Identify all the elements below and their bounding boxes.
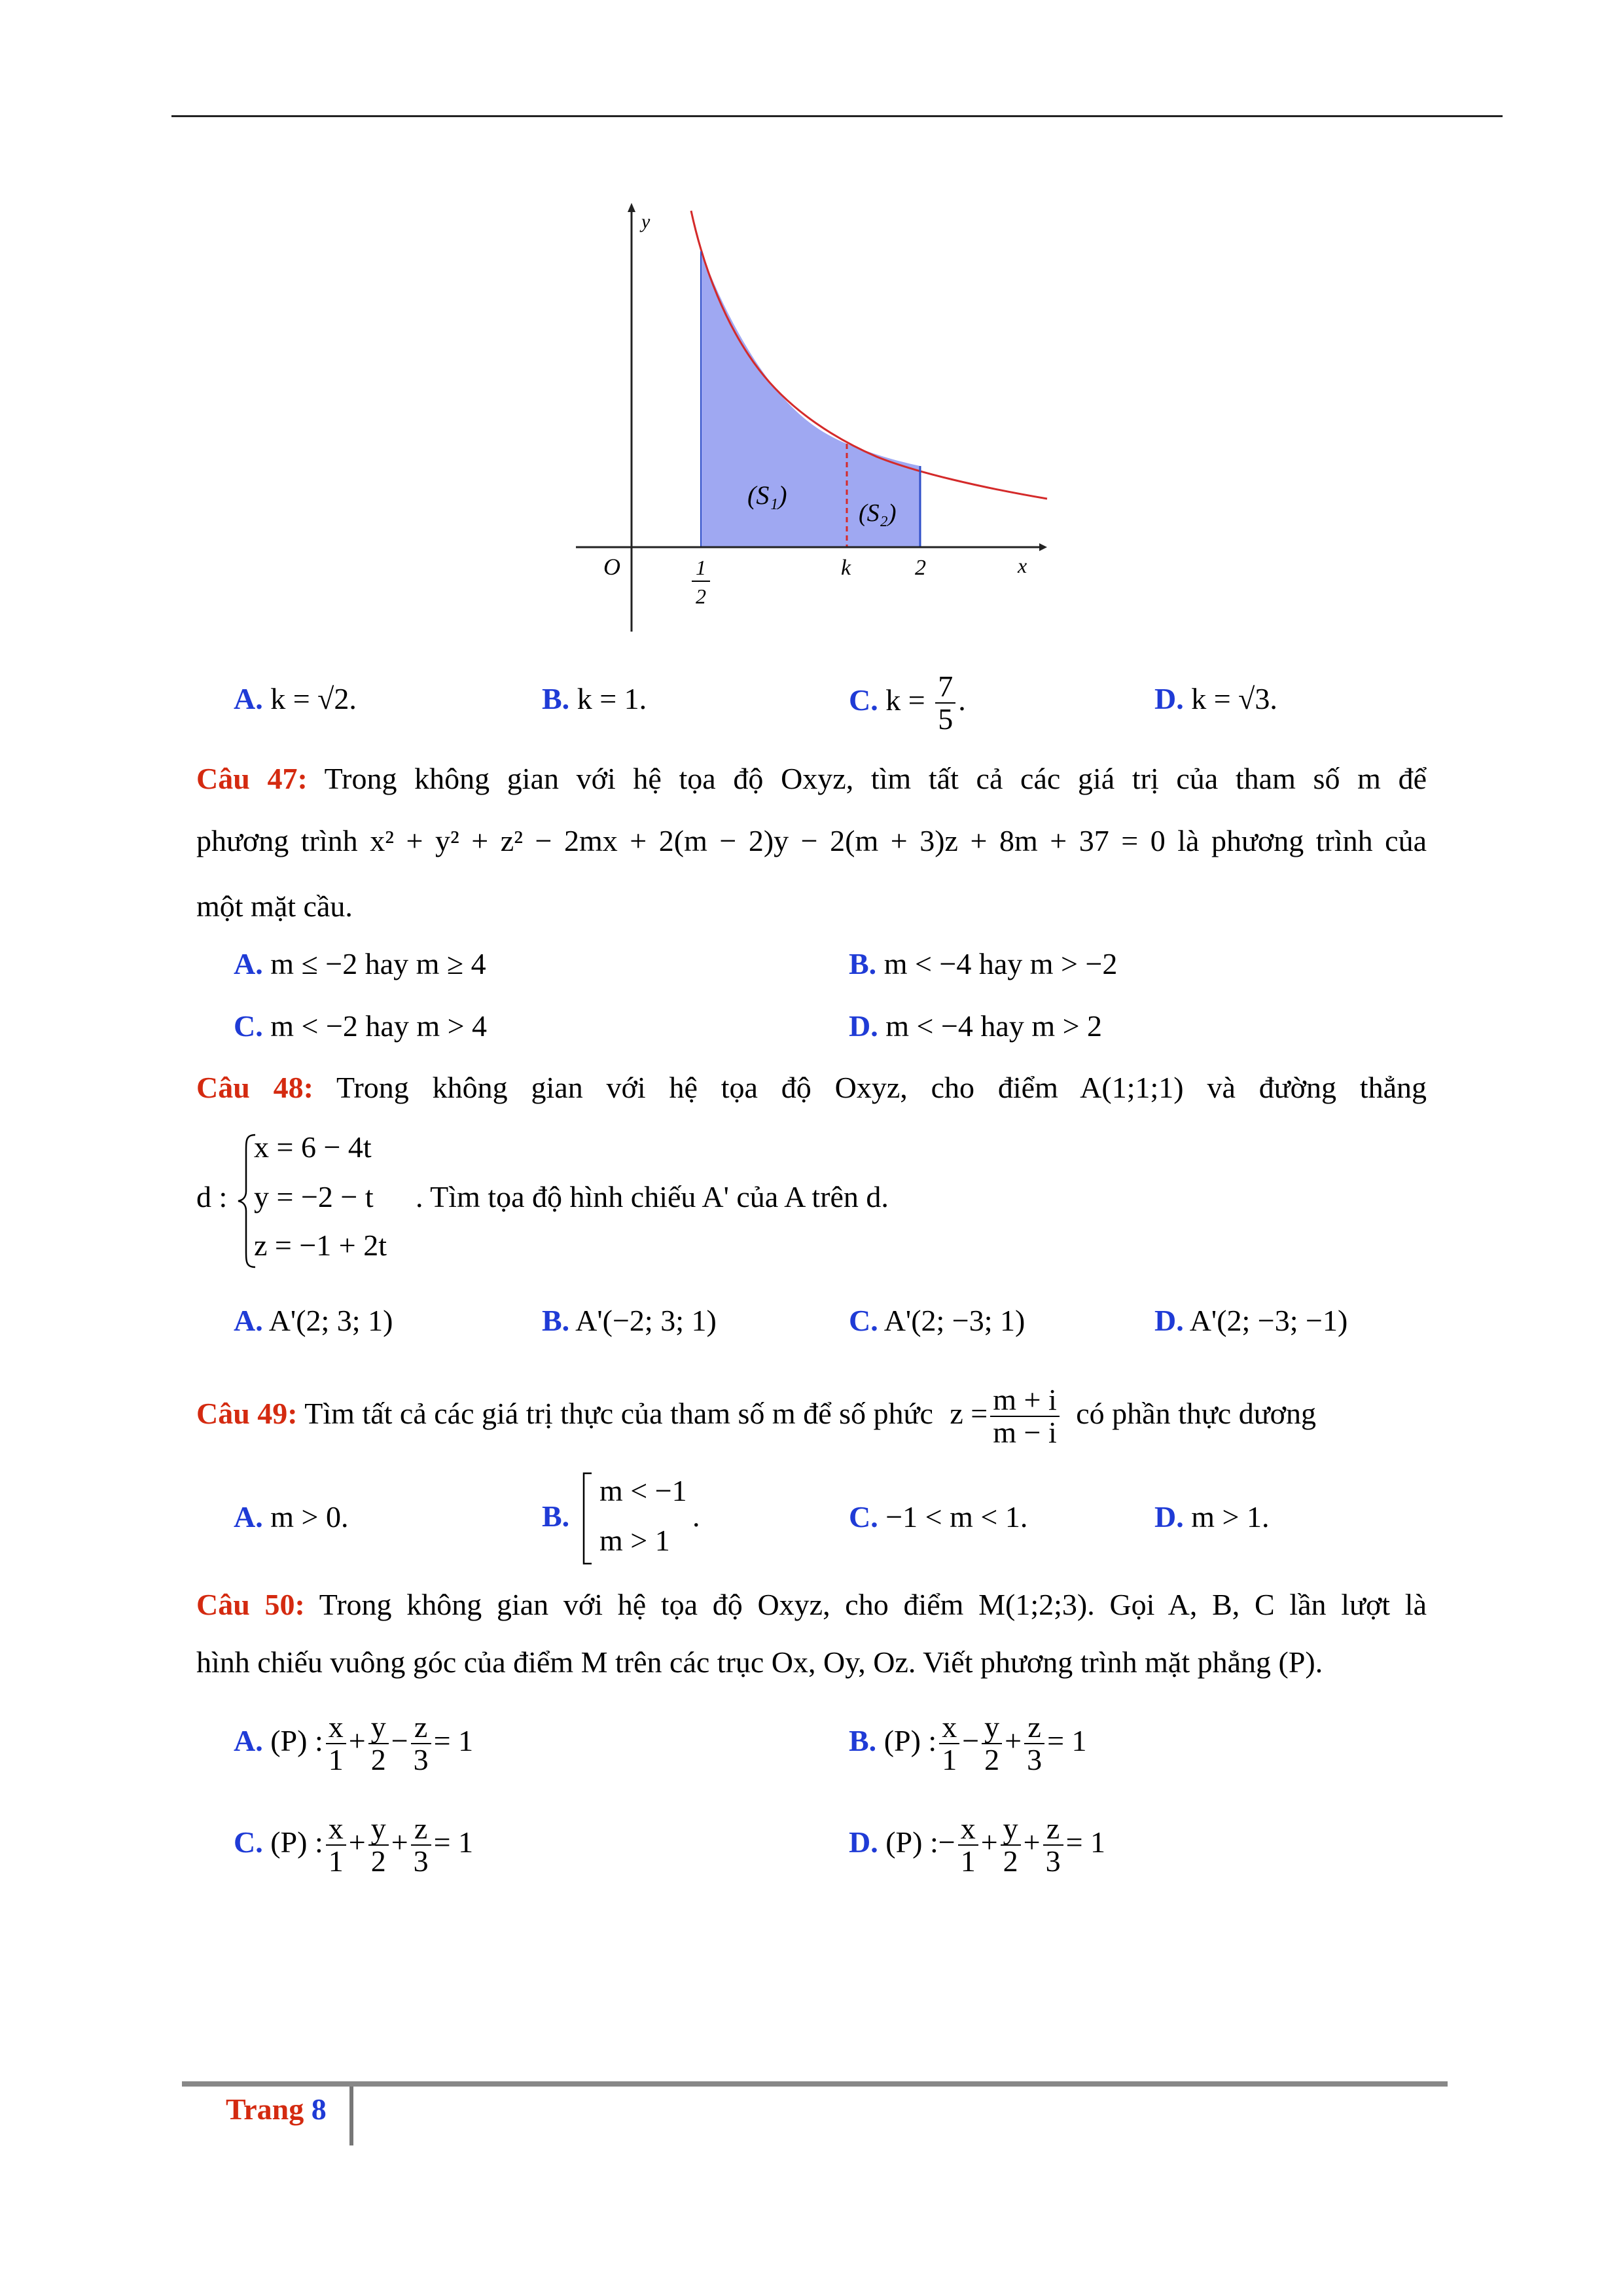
q48-option-d[interactable]: D. A'(2; −3; −1) [1154,1304,1348,1337]
q47-option-b[interactable]: B. m < −4 hay m > −2 [849,947,1118,980]
q50-option-d[interactable]: D. (P) :− $\frac{x}{1}$ + $\frac{y}{2}$ + $\frac{z}{3}$ = 1 [849,1812,1106,1878]
q46-option-d[interactable]: D. k = √3. [1154,682,1277,715]
q47-line3: một mặt cầu. [196,889,353,923]
q48-line1: Câu 48: Trong không gian với hệ tọa độ Oxyz, cho điểm A(1;1;1) và đường thẳng [196,1071,1427,1104]
tick-half-num: 1 [696,556,706,579]
q47-option-d[interactable]: D. m < −4 hay m > 2 [849,1009,1103,1043]
q50-line1: Câu 50: Trong không gian với hệ tọa độ Oxyz, cho điểm M(1;2;3). Gọi A, B, C lần lượt là [196,1588,1427,1621]
area-graph [563,196,1073,641]
fraction: $\frac{7}{5}$ [935,671,955,736]
q50-option-b[interactable]: B. (P) : $\frac{x}{1}$ − $\frac{y}{2}$ + $\frac{z}{3}$ = 1 [849,1710,1087,1777]
q49-option-b[interactable]: B. m < −1 m > 1 . [542,1469,738,1568]
tick-k-label: k [841,556,851,580]
q50-line2: hình chiếu vuông góc của điểm M trên các trục Ox, Oy, Oz. Viết phương trình mặt phẳng (P). [196,1645,1323,1679]
q49-fraction: $\frac{m + i}{m - i}$ [990,1384,1060,1449]
system-eq-y: y = −2 − t [254,1180,374,1213]
q49-option-c[interactable]: C. −1 < m < 1. [849,1500,1028,1534]
q49-option-a[interactable]: A. m > 0. [234,1500,349,1534]
region-s1-label: (S₁) [747,480,787,510]
system-eq-x: x = 6 − 4t [254,1130,372,1164]
q48-line-system [196,1126,1178,1276]
d-label: d : [196,1180,228,1213]
y-axis-arrow [628,203,635,212]
region-s2-label: (S₂) [859,499,897,527]
x-axis-label: x [1018,554,1027,577]
q47-option-c[interactable]: C. m < −2 hay m > 4 [234,1009,488,1043]
q46-option-c[interactable]: C. k = $\frac{7}{5}$ . [849,670,966,736]
tick-2-label: 2 [915,556,926,580]
page-footer: Trang 8 [226,2092,327,2126]
q48-option-a[interactable]: A. A'(2; 3; 1) [234,1304,393,1337]
system-eq-z: z = −1 + 2t [254,1229,387,1262]
q46-option-b[interactable]: B. k = 1. [542,682,647,715]
y-axis-label: y [641,211,651,232]
q48-option-c[interactable]: C. A'(2; −3; 1) [849,1304,1026,1337]
q47-option-a[interactable]: A. m ≤ −2 hay m ≥ 4 [234,947,486,980]
q48-option-b[interactable]: B. A'(−2; 3; 1) [542,1304,717,1337]
q49-line1: Câu 49: Tìm tất cả các giá trị thực của tham số m để số phức z = $\frac{m + i}{m - i}$ có phần thực dương [196,1383,1316,1450]
q46-option-a[interactable]: A. k = √2. [234,682,357,715]
q50-option-c[interactable]: C. (P) : $\frac{x}{1}$ + $\frac{y}{2}$ + $\frac{z}{3}$ = 1 [234,1812,474,1878]
header-rule [171,115,1503,117]
footer-rule [182,2081,1448,2087]
union-bracket [581,1472,594,1565]
x-axis-arrow [1039,543,1047,551]
footer-divider [349,2087,353,2145]
q50-option-a[interactable]: A. (P) : $\frac{x}{1}$ + $\frac{y}{2}$ − $\frac{z}{3}$ = 1 [234,1710,474,1777]
page-number: 8 [311,2092,327,2126]
q47-line1: Câu 47: Trong không gian với hệ tọa độ Oxyz, tìm tất cả các giá trị của tham số m để [196,762,1427,795]
origin-label: O [603,554,620,580]
q49-option-d[interactable]: D. m > 1. [1154,1500,1270,1534]
q47-line2: phương trình x² + y² + z² − 2mx + 2(m − 2)y − 2(m + 3)z + 8m + 37 = 0 là phương trình của [196,824,1427,857]
q48-question-text: . Tìm tọa độ hình chiếu A' của A trên d. [416,1180,889,1213]
tick-half-den: 2 [696,584,706,608]
q47-equation: x² + y² + z² − 2mx + 2(m − 2)y − 2(m + 3)z + 8m + 37 = 0 [370,824,1166,857]
